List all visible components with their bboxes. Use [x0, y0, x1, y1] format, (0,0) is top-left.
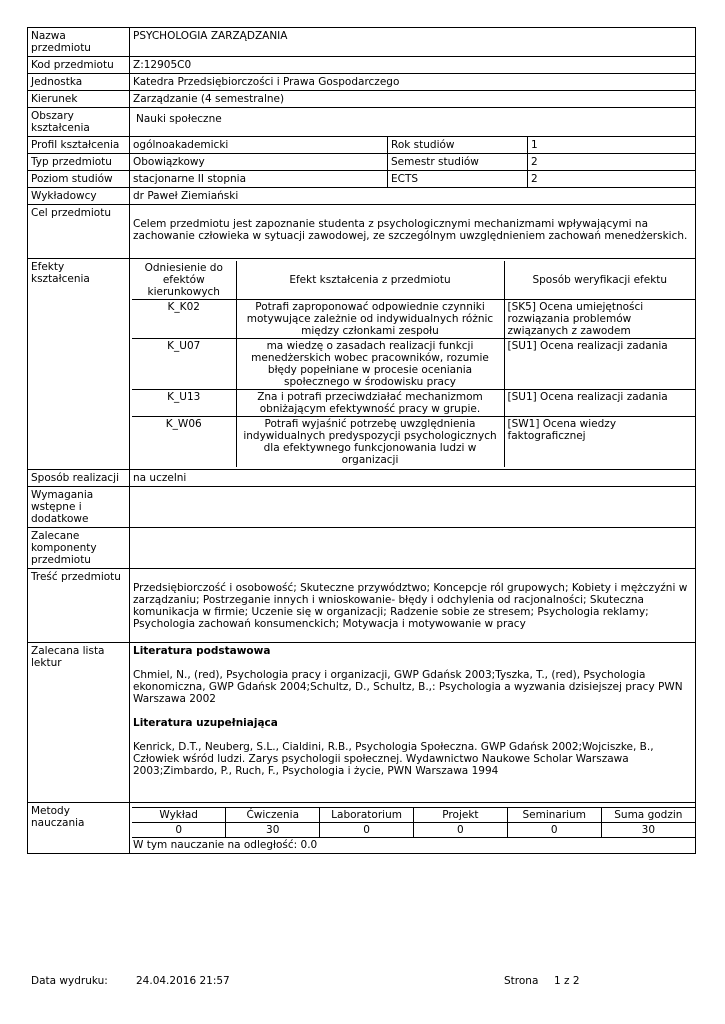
- metody-table: [132, 807, 695, 838]
- metody-value: 30: [601, 823, 695, 838]
- row-tresc: [28, 569, 696, 643]
- efekty-method: [SU1] Ocena realizacji zadania: [504, 390, 695, 417]
- value-kod: Z:12905C0: [130, 57, 696, 74]
- label-profil: Profil kształcenia: [28, 137, 130, 154]
- label-sposob: Sposób realizacji: [28, 470, 130, 487]
- value-jednostka: Katedra Przedsiębiorczości i Prawa Gospodarczego: [130, 74, 696, 91]
- print-date-label: Data wydruku:: [31, 975, 108, 987]
- label-poziom: Poziom studiów: [28, 171, 130, 188]
- efekty-cell: [130, 259, 696, 470]
- label-tresc: Treść przedmiotu: [28, 569, 130, 643]
- row-metody: [28, 803, 696, 854]
- lektury-uzupelniajaca-title: Literatura uzupełniająca: [133, 717, 278, 729]
- label-ects: ECTS: [388, 171, 528, 188]
- metody-values-row: [132, 823, 695, 838]
- efekty-method: [SW1] Ocena wiedzy faktograficznej: [504, 417, 695, 468]
- label-metody: Metody nauczania: [28, 803, 130, 854]
- lektury-cell: [130, 643, 696, 803]
- value-typ: Obowiązkowy: [130, 154, 388, 171]
- value-kierunek: Zarządzanie (4 semestralne): [130, 91, 696, 108]
- label-efekty: Efekty kształcenia: [28, 259, 130, 470]
- value-profil: ogólnoakademicki: [130, 137, 388, 154]
- efekty-header-method: Sposób weryfikacji efektu: [504, 261, 695, 300]
- efekty-header-row: [132, 261, 695, 300]
- page-number: 1 z 2: [554, 975, 580, 987]
- metody-cell: [130, 803, 696, 854]
- row-kod: [28, 57, 696, 74]
- label-kierunek: Kierunek: [28, 91, 130, 108]
- row-zalecane: [28, 528, 696, 569]
- label-nazwa: Nazwa przedmiotu: [28, 28, 130, 57]
- efekty-effect: Potrafi zaproponować odpowiednie czynniki motywujące zależnie od indywidualnych różnic między członkami zespołu: [236, 300, 504, 339]
- label-typ: Typ przedmiotu: [28, 154, 130, 171]
- label-lektury: Zalecana lista lektur: [28, 643, 130, 803]
- row-obszary: [28, 108, 696, 137]
- row-efekty: [28, 259, 696, 470]
- value-rok: 1: [528, 137, 696, 154]
- value-obszary: Nauki społeczne: [130, 108, 696, 137]
- metody-header: Projekt: [413, 808, 507, 823]
- lektury-podstawowa-title: Literatura podstawowa: [133, 645, 271, 657]
- efekty-row: [132, 417, 695, 468]
- efekty-code: K_K02: [132, 300, 236, 339]
- metody-value: 30: [226, 823, 320, 838]
- syllabus-sheet: [27, 27, 695, 854]
- row-profil: [28, 137, 696, 154]
- metody-value: 0: [413, 823, 507, 838]
- metody-note: W tym nauczanie na odległość: 0.0: [133, 839, 318, 851]
- value-sposob: na uczelni: [130, 470, 696, 487]
- value-semestr: 2: [528, 154, 696, 171]
- row-jednostka: [28, 74, 696, 91]
- row-cel: [28, 205, 696, 259]
- metody-header: Wykład: [132, 808, 226, 823]
- metody-header-row: [132, 808, 695, 823]
- metody-value: 0: [507, 823, 601, 838]
- syllabus-table: [27, 27, 696, 854]
- label-jednostka: Jednostka: [28, 74, 130, 91]
- row-wymagania: [28, 487, 696, 528]
- efekty-method: [SK5] Ocena umiejętności rozwiązania problemów związanych z zawodem: [504, 300, 695, 339]
- row-sposob: [28, 470, 696, 487]
- efekty-effect: Zna i potrafi przeciwdziałać mechanizmom obniżającym efektywność pracy w grupie.: [236, 390, 504, 417]
- efekty-code: K_U07: [132, 339, 236, 390]
- label-obszary: Obszary kształcenia: [28, 108, 130, 137]
- print-date-value: 24.04.2016 21:57: [136, 975, 230, 987]
- row-typ: [28, 154, 696, 171]
- label-wymagania: Wymagania wstępne i dodatkowe: [28, 487, 130, 528]
- value-wykladowcy: dr Paweł Ziemiański: [130, 188, 696, 205]
- efekty-method: [SU1] Ocena realizacji zadania: [504, 339, 695, 390]
- page-label: Strona: [504, 975, 539, 987]
- metody-value: 0: [132, 823, 226, 838]
- value-poziom: stacjonarne II stopnia: [130, 171, 388, 188]
- metody-value: 0: [320, 823, 414, 838]
- row-nazwa: [28, 28, 696, 57]
- efekty-code: K_W06: [132, 417, 236, 468]
- efekty-row: [132, 390, 695, 417]
- label-kod: Kod przedmiotu: [28, 57, 130, 74]
- efekty-row: [132, 339, 695, 390]
- efekty-effect: Potrafi wyjaśnić potrzebę uwzględnienia indywidualnych predyspozycji psychologicznych dla efektywnego funkcjonowania ludzi w organizacji: [236, 417, 504, 468]
- value-ects: 2: [528, 171, 696, 188]
- row-poziom: [28, 171, 696, 188]
- label-zalecane: Zalecane komponenty przedmiotu: [28, 528, 130, 569]
- lektury-podstawowa-text: Chmiel, N., (red), Psychologia pracy i organizacji, GWP Gdańsk 2003;Tyszka, T., (red), Psychologia ekonomiczna, GWP Gdańsk 2004;Schultz, D., Schultz, B.,: Psychologia a wyzwania dzisiejszej pracy PWN Warszawa 2002: [133, 669, 683, 705]
- efekty-effect: ma wiedzę o zasadach realizacji funkcji menedżerskich wobec pracowników, rozumie błędy popełniane w procesie oceniania społecznego w środowisku pracy: [236, 339, 504, 390]
- efekty-header-code: Odniesienie do efektów kierunkowych: [132, 261, 236, 300]
- label-rok: Rok studiów: [388, 137, 528, 154]
- row-lektury: [28, 643, 696, 803]
- efekty-row: [132, 300, 695, 339]
- label-wykladowcy: Wykładowcy: [28, 188, 130, 205]
- value-zalecane: [130, 528, 696, 569]
- value-wymagania: [130, 487, 696, 528]
- value-tresc-cell: [130, 569, 696, 643]
- value-tresc: Przedsiębiorczość i osobowość; Skuteczne przywództwo; Koncepcje ról grupowych; Kobiety i mężczyźni w zarządzaniu; Postrzeganie innych i wnioskowanie- błędy i odchylenia od racjonalności; Skuteczna komunikacja w firmie; Uczenie się w organizacji; Radzenie sobie ze stresem; Psychologia reklamy; Psychologia zachowań konsumenckich; Motywacja i motywowanie w pracy: [133, 582, 688, 630]
- value-cel-cell: [130, 205, 696, 259]
- metody-header: Ćwiczenia: [226, 808, 320, 823]
- efekty-header-effect: Efekt kształcenia z przedmiotu: [236, 261, 504, 300]
- metody-header: Laboratorium: [320, 808, 414, 823]
- lektury-uzupelniajaca-text: Kenrick, D.T., Neuberg, S.L., Cialdini, R.B., Psychologia Społeczna. GWP Gdańsk 2002;Wojciszke, B., Człowiek wśród ludzi. Zarys psychologii społecznej. Wydawnictwo Naukowe Scholar Warszawa 2003;Zimbardo, P., Ruch, F., Psychologia i życie, PWN Warszawa 1994: [133, 741, 654, 777]
- metody-header: Suma godzin: [601, 808, 695, 823]
- value-nazwa: PSYCHOLOGIA ZARZĄDZANIA: [130, 28, 696, 57]
- metody-header: Seminarium: [507, 808, 601, 823]
- efekty-code: K_U13: [132, 390, 236, 417]
- label-cel: Cel przedmiotu: [28, 205, 130, 259]
- label-semestr: Semestr studiów: [388, 154, 528, 171]
- efekty-table: [132, 261, 695, 467]
- row-wykladowcy: [28, 188, 696, 205]
- row-kierunek: [28, 91, 696, 108]
- value-cel: Celem przedmiotu jest zapoznanie studenta z psychologicznymi mechanizmami wpływającymi na zachowanie człowieka w sytuacji zawodowej, ze szczególnym uwzględnieniem zachowań menedżerskich.: [133, 218, 688, 242]
